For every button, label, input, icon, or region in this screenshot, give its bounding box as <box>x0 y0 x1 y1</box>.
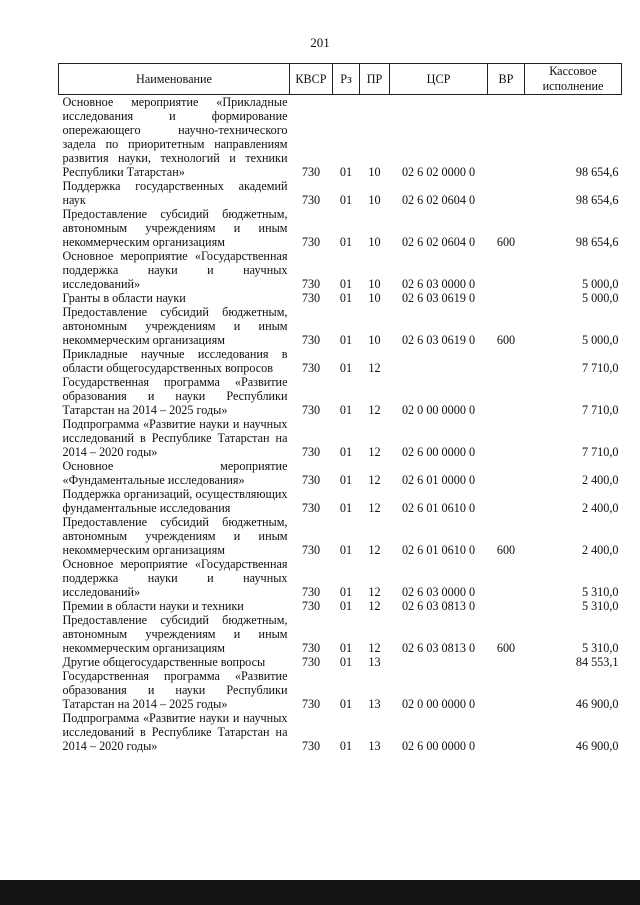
cell-rz: 01 <box>339 403 353 417</box>
table-row <box>59 347 622 375</box>
cell-vr: 600 <box>496 641 516 655</box>
cell-pr: 12 <box>368 403 381 417</box>
cell-csr: 02 0 00 0000 0 <box>401 697 476 711</box>
header-csr: ЦСР <box>390 64 488 95</box>
cell-amount: 5 310,0 <box>581 599 619 613</box>
cell-kvsr: 730 <box>301 165 321 179</box>
table-row <box>59 711 622 753</box>
cell-name: Подпрограмма «Развитие науки и научных исследований в Республике Татарстан на 2014 – 2020 годы» <box>62 417 288 459</box>
cell-rz: 01 <box>339 193 353 207</box>
cell-pr: 12 <box>368 543 381 557</box>
cell-csr: 02 6 03 0813 0 <box>401 599 476 613</box>
cell-pr: 10 <box>368 333 381 347</box>
cell-name: Предоставление субсидий бюджетным, автономным учреждениям и иным некоммерческим организациям <box>62 305 288 347</box>
cell-name: Основное мероприятие «Государственная поддержка науки и научных исследований» <box>62 557 288 599</box>
cell-rz: 01 <box>339 333 353 347</box>
cell-rz: 01 <box>339 361 353 375</box>
cell-pr: 10 <box>368 235 381 249</box>
cell-pr: 10 <box>368 165 381 179</box>
cell-rz: 01 <box>339 501 353 515</box>
cell-amount: 5 310,0 <box>581 641 619 655</box>
cell-name: Подпрограмма «Развитие науки и научных исследований в Республике Татарстан на 2014 – 2020 годы» <box>62 711 288 753</box>
table-row <box>59 95 622 180</box>
cell-rz: 01 <box>339 165 353 179</box>
cell-name: Предоставление субсидий бюджетным, автономным учреждениям и иным некоммерческим организациям <box>62 207 288 249</box>
table-row <box>59 249 622 291</box>
cell-name: Основное мероприятие «Фундаментальные исследования» <box>62 459 288 487</box>
cell-rz: 01 <box>339 641 353 655</box>
header-kvsr: КВСР <box>290 64 333 95</box>
cell-name: Предоставление субсидий бюджетным, автономным учреждениям и иным некоммерческим организациям <box>62 515 288 557</box>
table-row <box>59 669 622 711</box>
table-row <box>59 515 622 557</box>
cell-csr: 02 6 03 0619 0 <box>401 291 476 305</box>
cell-amount: 98 654,6 <box>575 193 619 207</box>
budget-table <box>58 63 622 753</box>
cell-name: Основное мероприятие «Государственная поддержка науки и научных исследований» <box>62 249 288 291</box>
cell-pr: 12 <box>368 361 381 375</box>
cell-pr: 13 <box>368 697 381 711</box>
cell-csr: 02 6 03 0619 0 <box>401 333 476 347</box>
table-row <box>59 487 622 515</box>
cell-rz: 01 <box>339 277 353 291</box>
cell-amount: 2 400,0 <box>581 501 619 515</box>
cell-rz: 01 <box>339 739 353 753</box>
header-pr: ПР <box>360 64 390 95</box>
cell-kvsr: 730 <box>301 361 321 375</box>
cell-csr: 02 6 01 0610 0 <box>401 543 476 557</box>
cell-rz: 01 <box>339 599 353 613</box>
table-row <box>59 655 622 669</box>
cell-vr <box>488 459 525 487</box>
cell-kvsr: 730 <box>301 277 321 291</box>
scan-bottom-edge <box>0 880 640 905</box>
cell-vr <box>488 669 525 711</box>
cell-csr: 02 6 01 0000 0 <box>401 473 476 487</box>
cell-amount: 5 000,0 <box>581 277 619 291</box>
cell-csr: 02 6 01 0610 0 <box>401 501 476 515</box>
cell-rz: 01 <box>339 235 353 249</box>
cell-pr: 12 <box>368 641 381 655</box>
cell-vr <box>488 95 525 180</box>
cell-vr: 600 <box>496 333 516 347</box>
cell-pr: 13 <box>368 739 381 753</box>
table-body <box>59 95 622 754</box>
cell-amount: 98 654,6 <box>575 165 619 179</box>
cell-pr: 12 <box>368 445 381 459</box>
cell-amount: 7 710,0 <box>581 361 619 375</box>
cell-kvsr: 730 <box>301 641 321 655</box>
cell-amount: 46 900,0 <box>575 739 619 753</box>
cell-vr: 600 <box>496 235 516 249</box>
cell-csr: 02 6 02 0604 0 <box>401 235 476 249</box>
table-row <box>59 305 622 347</box>
cell-vr <box>488 179 525 207</box>
cell-name: Премии в области науки и техники <box>62 599 244 613</box>
cell-csr: 02 6 00 0000 0 <box>401 739 476 753</box>
cell-rz: 01 <box>339 473 353 487</box>
table-row <box>59 291 622 305</box>
cell-vr <box>488 599 525 613</box>
table-row <box>59 459 622 487</box>
cell-kvsr: 730 <box>301 599 321 613</box>
table-row <box>59 599 622 613</box>
cell-kvsr: 730 <box>301 739 321 753</box>
cell-pr: 12 <box>368 599 381 613</box>
cell-pr: 12 <box>368 501 381 515</box>
cell-vr <box>488 417 525 459</box>
cell-amount: 2 400,0 <box>581 473 619 487</box>
cell-name: Государственная программа «Развитие образования и науки Республики Татарстан на 2014 – 2025 годы» <box>62 669 288 711</box>
cell-kvsr: 730 <box>301 235 321 249</box>
table-row <box>59 179 622 207</box>
cell-kvsr: 730 <box>301 655 321 669</box>
table-row <box>59 417 622 459</box>
cell-name: Другие общегосударственные вопросы <box>62 655 266 669</box>
cell-rz: 01 <box>339 655 353 669</box>
table-row <box>59 375 622 417</box>
cell-name: Основное мероприятие «Прикладные исследования и формирование опережающего научно-технического задела по приоритетным направлениям развития науки, технологий и техники Республики Татарстан» <box>62 95 288 179</box>
cell-csr: 02 6 03 0000 0 <box>401 585 476 599</box>
cell-kvsr: 730 <box>301 445 321 459</box>
cell-vr <box>488 347 525 375</box>
table-row <box>59 613 622 655</box>
cell-name: Предоставление субсидий бюджетным, автономным учреждениям и иным некоммерческим организациям <box>62 613 288 655</box>
cell-vr <box>488 375 525 417</box>
cell-name: Поддержка государственных академий наук <box>62 179 288 207</box>
cell-amount: 5 000,0 <box>581 291 619 305</box>
cell-kvsr: 730 <box>301 543 321 557</box>
cell-pr: 13 <box>368 655 381 669</box>
cell-csr: 02 6 00 0000 0 <box>401 445 476 459</box>
cell-csr: 02 6 03 0813 0 <box>401 641 476 655</box>
cell-pr: 12 <box>368 473 381 487</box>
cell-amount: 7 710,0 <box>581 403 619 417</box>
table-row <box>59 557 622 599</box>
cell-vr <box>488 487 525 515</box>
cell-csr: 02 6 03 0000 0 <box>401 277 476 291</box>
table-header <box>59 64 622 95</box>
cell-vr <box>488 557 525 599</box>
cell-rz: 01 <box>339 697 353 711</box>
header-rz: Рз <box>333 64 360 95</box>
cell-vr: 600 <box>496 543 516 557</box>
cell-vr <box>488 711 525 753</box>
cell-kvsr: 730 <box>301 473 321 487</box>
cell-csr <box>390 655 488 669</box>
cell-amount: 84 553,1 <box>575 655 619 669</box>
cell-kvsr: 730 <box>301 697 321 711</box>
cell-csr: 02 6 02 0604 0 <box>401 193 476 207</box>
cell-pr: 10 <box>368 193 381 207</box>
cell-vr <box>488 655 525 669</box>
cell-csr: 02 0 00 0000 0 <box>401 403 476 417</box>
cell-rz: 01 <box>339 543 353 557</box>
cell-kvsr: 730 <box>301 585 321 599</box>
cell-pr: 10 <box>368 277 381 291</box>
cell-amount: 98 654,6 <box>575 235 619 249</box>
cell-kvsr: 730 <box>301 501 321 515</box>
cell-name: Поддержка организаций, осуществляющих фундаментальные исследования <box>62 487 288 515</box>
cell-name: Государственная программа «Развитие образования и науки Республики Татарстан на 2014 – 2025 годы» <box>62 375 288 417</box>
cell-csr: 02 6 02 0000 0 <box>401 165 476 179</box>
cell-csr <box>390 347 488 375</box>
cell-rz: 01 <box>339 585 353 599</box>
cell-rz: 01 <box>339 445 353 459</box>
cell-kvsr: 730 <box>301 193 321 207</box>
cell-pr: 12 <box>368 585 381 599</box>
cell-name: Прикладные научные исследования в области общегосударственных вопросов <box>62 347 288 375</box>
page-number: 201 <box>310 35 330 50</box>
cell-amount: 46 900,0 <box>575 697 619 711</box>
cell-rz: 01 <box>339 291 353 305</box>
cell-vr <box>488 291 525 305</box>
header-name: Наименование <box>59 64 290 95</box>
header-vr: ВР <box>488 64 525 95</box>
cell-amount: 5 000,0 <box>581 333 619 347</box>
cell-vr <box>488 249 525 291</box>
cell-amount: 5 310,0 <box>581 585 619 599</box>
cell-kvsr: 730 <box>301 291 321 305</box>
table-row <box>59 207 622 249</box>
header-amount: Кассовое исполнение <box>525 64 622 95</box>
cell-amount: 7 710,0 <box>581 445 619 459</box>
cell-kvsr: 730 <box>301 333 321 347</box>
cell-amount: 2 400,0 <box>581 543 619 557</box>
cell-pr: 10 <box>368 291 381 305</box>
cell-kvsr: 730 <box>301 403 321 417</box>
cell-name: Гранты в области науки <box>62 291 186 305</box>
